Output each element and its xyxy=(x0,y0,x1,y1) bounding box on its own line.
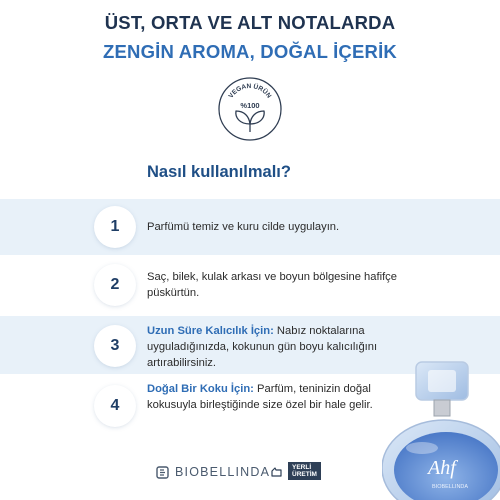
local-line-1: YERLİ xyxy=(292,464,312,471)
hand-icon xyxy=(270,464,284,478)
svg-text:VEGAN ÜRÜN xyxy=(228,81,273,100)
headline-line-1: ÜST, ORTA VE ALT NOTALARDA xyxy=(104,12,396,33)
local-production-badge xyxy=(270,462,321,480)
step-body-1: Parfümü temiz ve kuru cilde uygulayın. xyxy=(147,221,340,233)
section-title: Nasıl kullanılmalı? xyxy=(147,163,291,181)
brand-logo-icon xyxy=(156,466,169,479)
brand-name: BIOBELLINDA xyxy=(175,465,271,479)
step-text-4 xyxy=(147,381,377,413)
step-emphasis-4: Doğal Bir Koku İçin: xyxy=(147,383,254,395)
step-body-2: Saç, bilek, kulak arkası ve boyun bölgesine hafifçe püskürtün. xyxy=(147,271,397,300)
step-text-1 xyxy=(147,219,397,235)
badge-text-top: VEGAN ÜRÜN xyxy=(227,82,273,100)
step-number-2: 2 xyxy=(96,266,134,304)
step-number-4: 4 xyxy=(96,387,134,425)
local-line-2: ÜRETİM xyxy=(292,471,317,479)
perfume-bottle-image xyxy=(382,360,500,500)
leaf-icon xyxy=(236,111,264,132)
local-production-label xyxy=(288,462,321,480)
step-number-1: 1 xyxy=(96,208,134,246)
vegan-badge xyxy=(217,76,283,142)
footer-brand xyxy=(156,465,270,479)
step-body-3: Nabız noktalarına uyguladığınızda, kokunun gün boyu kalıcılığını artırabilirsiniz. xyxy=(147,325,378,370)
step-text-3 xyxy=(147,323,397,372)
headline-line-2: ZENGİN AROMA, DOĞAL İÇERİK xyxy=(102,41,397,62)
step-body-4: Parfüm, teninizin doğal kokusuyla birleştiğinde size özel bir hale gelir. xyxy=(147,383,373,412)
step-number-3: 3 xyxy=(96,327,134,365)
bottle-brand: BIOBELLINDA xyxy=(432,484,469,490)
step-text-2 xyxy=(147,269,397,301)
badge-text-percent: %100 xyxy=(240,101,260,110)
bottle-label: Ahf xyxy=(428,457,456,479)
step-emphasis-3: Uzun Süre Kalıcılık İçin: xyxy=(147,325,274,337)
